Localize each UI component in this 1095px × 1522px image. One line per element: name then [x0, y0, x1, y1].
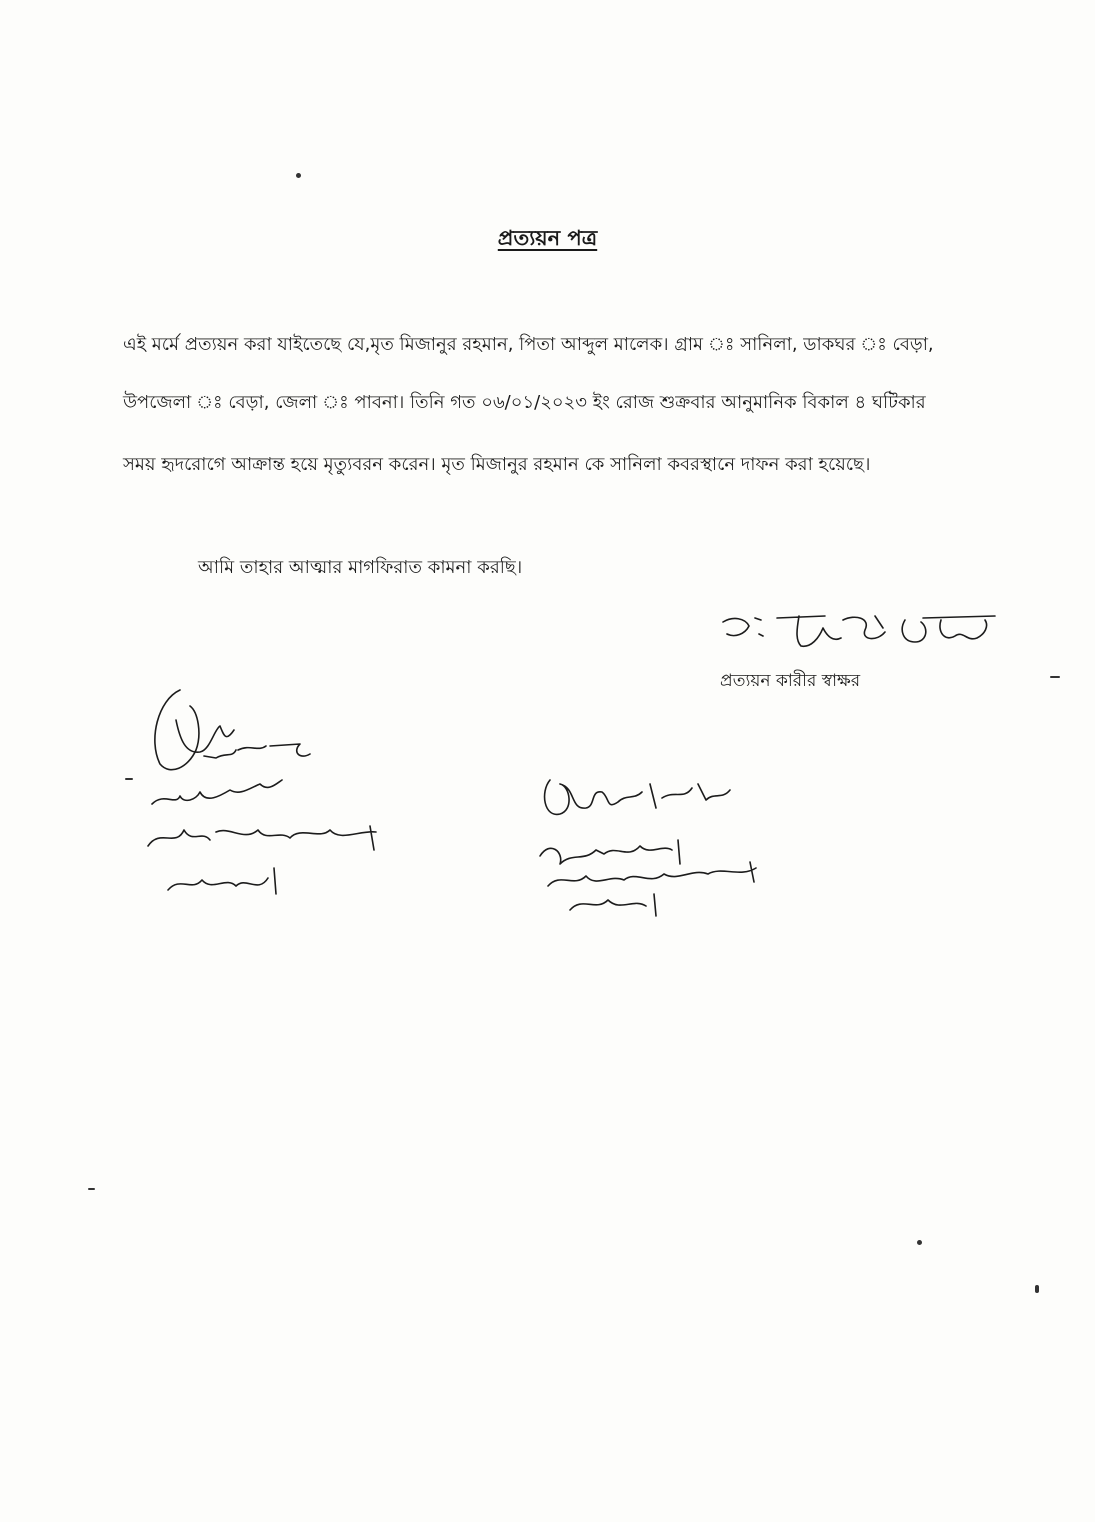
scan-speck	[296, 173, 301, 178]
scan-speck	[1035, 1285, 1039, 1293]
scan-speck	[1050, 676, 1060, 678]
president-signature	[140, 680, 410, 910]
secretary-signature	[530, 770, 790, 920]
signature-caption: প্রত্যয়ন কারীর স্বাক্ষর	[720, 671, 861, 691]
scan-speck	[917, 1240, 922, 1245]
body-line-1: এই মর্মে প্রত্যয়ন করা যাইতেছে যে,মৃত মিজানুর রহমান, পিতা আব্দুল মালেক। গ্রাম ঃ সানিলা, ডাকঘর ঃ বেড়া,	[123, 334, 934, 355]
document-title	[0, 222, 1095, 257]
scan-speck	[125, 778, 133, 780]
closing-prayer: আমি তাহার আত্মার মাগফিরাত কামনা করছি।	[198, 557, 523, 578]
signer-handwritten-name	[715, 608, 1005, 656]
scan-speck	[88, 1188, 95, 1190]
body-line-2: উপজেলা ঃ বেড়া, জেলা ঃ পাবনা। তিনি গত ০৬/০১/২০২৩ ইং রোজ শুক্রবার আনুমানিক বিকাল ৪ ঘটিকার	[123, 392, 926, 413]
document-title-text: প্রত্যয়ন পত্র	[497, 226, 598, 250]
body-line-3: সময় হৃদরোগে আক্রান্ত হয়ে মৃত্যুবরন করেন। মৃত মিজানুর রহমান কে সানিলা কবরস্থানে দাফন করা হয়েছে।	[123, 454, 871, 475]
